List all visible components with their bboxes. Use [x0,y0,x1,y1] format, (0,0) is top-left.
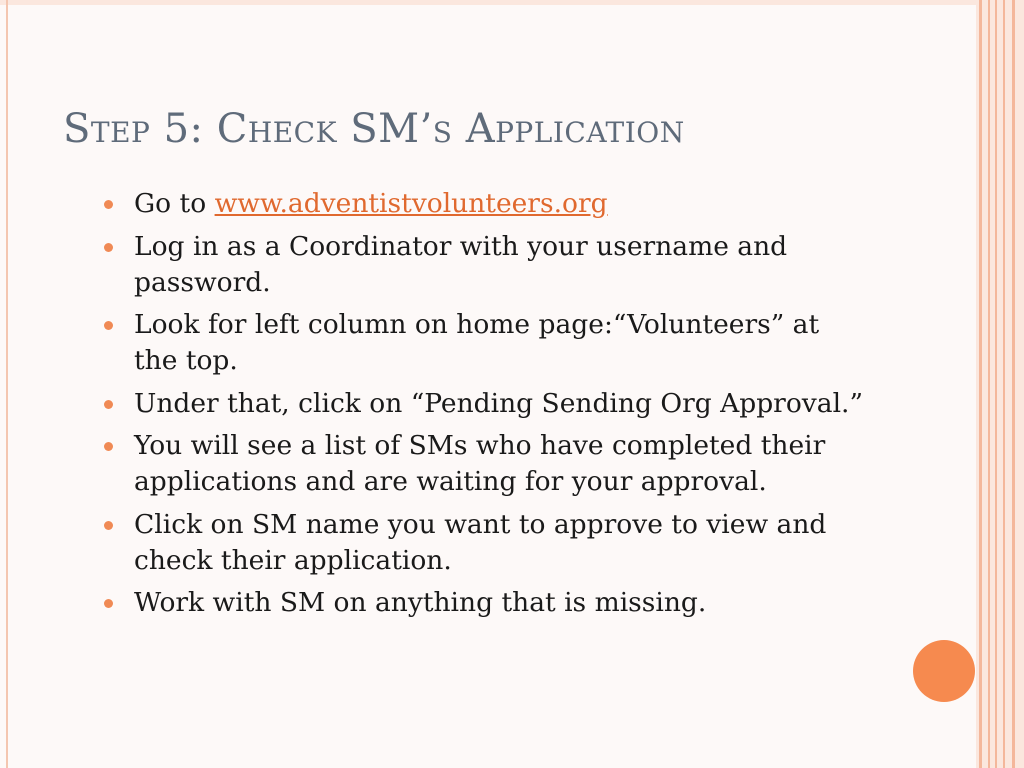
bullet-dot-icon [104,243,113,252]
bullet-item [104,585,864,621]
bullet-dot-icon [104,599,113,608]
bullet-item [104,386,864,422]
top-band [0,0,1024,5]
right-stripe [995,0,997,768]
right-stripe [1003,0,1005,768]
bullet-item [104,307,864,379]
bullet-item [104,507,864,579]
bullet-dot-icon [104,442,113,451]
bullet-item [104,428,864,500]
bullet-text: Work with SM on anything that is missing. [134,587,707,618]
right-stripes-panel [976,0,1024,768]
bullet-list [104,186,864,628]
bullet-text: Log in as a Coordinator with your username and password. [134,230,788,298]
bullet-dot-icon [104,400,113,409]
bullet-item [104,186,864,222]
left-border [6,0,8,768]
right-stripe [988,0,990,768]
bullet-dot-icon [104,321,113,330]
bullet-dot-icon [104,200,113,209]
right-stripe [979,0,982,768]
accent-circle [913,640,975,702]
website-link[interactable]: www.adventistvolunteers.org [214,188,608,219]
bullet-text: You will see a list of SMs who have completed their applications and are waiting for your approval. [134,430,826,497]
bullet-text: Under that, click on “Pending Sending Org Approval.” [134,387,864,419]
right-stripe [1012,0,1015,768]
bullet-text: Look for left column on home page:“Volunteers” at the top. [134,309,820,376]
bullet-text: Go to [134,188,215,219]
bullet-dot-icon [104,521,113,530]
bullet-text: Click on SM name you want to approve to view and check their application. [134,508,827,576]
slide-title: Step 5: Check SM’s Application [63,106,685,152]
bullet-item [104,229,864,301]
